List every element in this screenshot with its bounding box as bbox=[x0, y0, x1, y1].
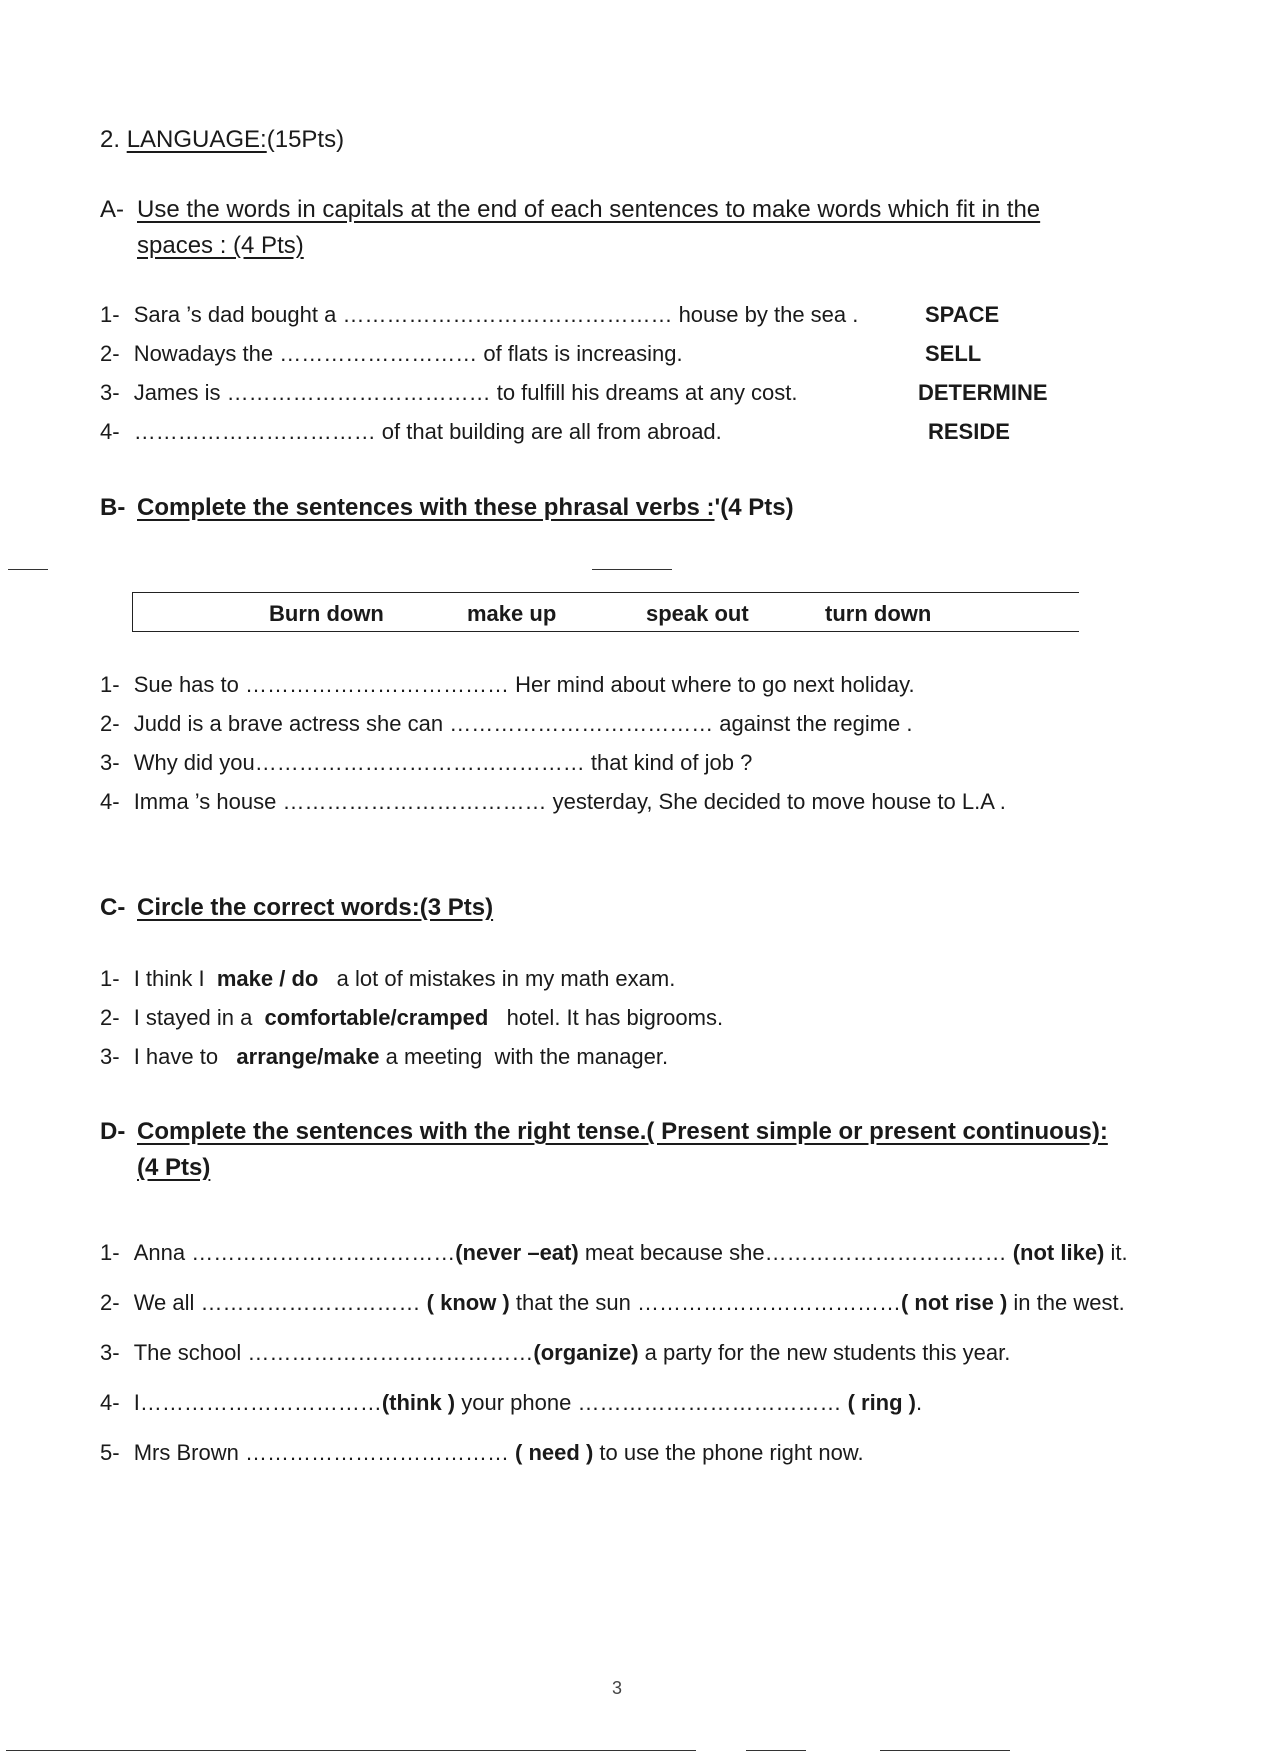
word-choice[interactable]: make / do bbox=[216, 966, 319, 991]
answer-blank[interactable]: …………………………… bbox=[139, 1390, 382, 1415]
item-text: hotel. It has bigrooms. bbox=[488, 1005, 724, 1030]
answer-blank[interactable]: ……………………………… bbox=[577, 1390, 842, 1415]
item-text: in the west. bbox=[1007, 1290, 1125, 1315]
item-text: Mrs Brown bbox=[133, 1440, 245, 1465]
part-d-item bbox=[100, 1390, 922, 1416]
part-a-instruction-line2: spaces : (4 Pts) bbox=[137, 232, 304, 259]
item-text: Anna bbox=[133, 1240, 192, 1265]
part-b-points: '(4 Pts) bbox=[714, 494, 794, 521]
item-text: Sue has to bbox=[133, 672, 245, 697]
answer-blank[interactable]: ……………………… bbox=[279, 341, 478, 366]
phrasal-verbs-box bbox=[132, 592, 1079, 632]
verb-hint: (not like) bbox=[1006, 1240, 1105, 1265]
word-choice[interactable]: comfortable/cramped bbox=[264, 1005, 489, 1030]
item-text: of that building are all from abroad. bbox=[375, 419, 722, 444]
scan-artifact-line bbox=[592, 569, 672, 570]
item-text: I have to bbox=[133, 1044, 237, 1069]
part-c-item bbox=[100, 1044, 668, 1070]
capital-word: RESIDE bbox=[928, 419, 1010, 444]
item-text: that the sun bbox=[509, 1290, 637, 1315]
verb-hint: ( need ) bbox=[508, 1440, 594, 1465]
item-text: to fulfill his dreams at any cost. bbox=[490, 380, 798, 405]
part-c-item bbox=[100, 1005, 723, 1031]
answer-blank[interactable]: ……………………………… bbox=[245, 672, 509, 697]
answer-blank[interactable]: ……………………………… bbox=[282, 789, 547, 814]
part-a-item bbox=[100, 302, 858, 328]
section-title-text: LANGUAGE: bbox=[126, 126, 267, 153]
item-text: to use the phone right now. bbox=[593, 1440, 864, 1465]
item-text: I bbox=[133, 1390, 140, 1415]
capital-word: SELL bbox=[925, 341, 982, 366]
phrasal-verb-option: speak out bbox=[646, 601, 749, 626]
item-number: 2- bbox=[100, 711, 120, 736]
part-a-item bbox=[100, 380, 798, 406]
item-text: Judd is a brave actress she can bbox=[133, 711, 450, 736]
item-number: 1- bbox=[100, 672, 120, 697]
part-c-item bbox=[100, 966, 675, 992]
part-c-instruction: Circle the correct words:(3 Pts) bbox=[137, 894, 494, 921]
item-text: Nowadays the bbox=[133, 341, 280, 366]
item-text: Sara ’s dad bought a bbox=[133, 302, 343, 327]
part-d-label: D- bbox=[100, 1118, 126, 1145]
item-number: 3- bbox=[100, 750, 120, 775]
item-number: 1- bbox=[100, 1240, 120, 1265]
part-b-instruction bbox=[137, 494, 794, 522]
part-a-item bbox=[100, 419, 722, 445]
answer-blank[interactable]: ……………………………………… bbox=[254, 750, 585, 775]
part-b-item bbox=[100, 750, 752, 776]
item-number: 5- bbox=[100, 1440, 120, 1465]
section-number: 2. bbox=[100, 126, 121, 153]
part-b-item bbox=[100, 789, 1006, 815]
item-number: 1- bbox=[100, 966, 120, 991]
item-number: 3- bbox=[100, 1340, 120, 1365]
phrasal-verb-option: make up bbox=[467, 601, 557, 626]
scan-artifact-line bbox=[6, 1750, 696, 1751]
item-number: 1- bbox=[100, 302, 120, 327]
item-number: 2- bbox=[100, 1005, 120, 1030]
page-number: 3 bbox=[612, 1678, 623, 1698]
item-text: it. bbox=[1104, 1240, 1128, 1265]
part-d-item bbox=[100, 1340, 1010, 1366]
answer-blank[interactable]: ……………………………… bbox=[191, 1240, 456, 1265]
scan-artifact-line bbox=[746, 1750, 806, 1751]
item-text: that kind of job ? bbox=[584, 750, 753, 775]
item-text: against the regime . bbox=[713, 711, 913, 736]
section-points: (15Pts) bbox=[266, 126, 345, 153]
part-d-item bbox=[100, 1290, 1125, 1316]
scan-artifact-line bbox=[880, 1750, 1010, 1751]
word-choice[interactable]: arrange/make bbox=[236, 1044, 380, 1069]
item-number: 4- bbox=[100, 789, 120, 814]
part-b-item bbox=[100, 672, 915, 698]
answer-blank[interactable]: ……………………………………… bbox=[342, 302, 673, 327]
part-d-item bbox=[100, 1440, 864, 1466]
item-number: 4- bbox=[100, 1390, 120, 1415]
part-d-instruction-line1: Complete the sentences with the right tense.( Present simple or present continuous): bbox=[137, 1118, 1108, 1145]
item-text: Her mind about where to go next holiday. bbox=[509, 672, 915, 697]
verb-hint: ( ring ) bbox=[841, 1390, 916, 1415]
item-text: a party for the new students this year. bbox=[638, 1340, 1011, 1365]
item-text: The school bbox=[133, 1340, 248, 1365]
item-text: Imma ’s house bbox=[133, 789, 283, 814]
answer-blank[interactable]: ……………………………… bbox=[226, 380, 491, 405]
item-text: James is bbox=[133, 380, 227, 405]
answer-blank[interactable]: ……………………………… bbox=[636, 1290, 901, 1315]
item-text: your phone bbox=[455, 1390, 578, 1415]
item-text: I think I bbox=[133, 966, 217, 991]
item-text: Why did you bbox=[133, 750, 255, 775]
part-a-label: A- bbox=[100, 196, 124, 223]
item-text: meat because she bbox=[578, 1240, 765, 1265]
item-text: of flats is increasing. bbox=[477, 341, 683, 366]
part-b-label: B- bbox=[100, 494, 126, 521]
answer-blank[interactable]: ………………………… bbox=[200, 1290, 421, 1315]
item-text: a lot of mistakes in my math exam. bbox=[318, 966, 676, 991]
verb-hint: ( know ) bbox=[420, 1290, 510, 1315]
verb-hint: ( not rise ) bbox=[900, 1290, 1008, 1315]
answer-blank[interactable]: ……………………………… bbox=[244, 1440, 509, 1465]
part-c-label: C- bbox=[100, 894, 126, 921]
item-text: . bbox=[916, 1390, 923, 1415]
item-number: 2- bbox=[100, 1290, 120, 1315]
verb-hint: (think ) bbox=[381, 1390, 456, 1415]
item-text: We all bbox=[133, 1290, 201, 1315]
part-a-item bbox=[100, 341, 683, 367]
capital-word: DETERMINE bbox=[918, 380, 1048, 405]
answer-blank[interactable]: ………………………………… bbox=[247, 1340, 534, 1365]
answer-blank[interactable]: ……………………………… bbox=[449, 711, 714, 736]
answer-blank[interactable]: …………………………… bbox=[764, 1240, 1007, 1265]
section-title bbox=[100, 126, 344, 154]
item-text: house by the sea . bbox=[672, 302, 859, 327]
verb-hint: (organize) bbox=[533, 1340, 639, 1365]
item-text: I stayed in a bbox=[133, 1005, 265, 1030]
part-a-instruction-line1: Use the words in capitals at the end of each sentences to make words which fit in the bbox=[137, 196, 1041, 223]
verb-hint: (never –eat) bbox=[455, 1240, 579, 1265]
scan-artifact-line bbox=[8, 569, 48, 570]
item-number: 3- bbox=[100, 380, 120, 405]
part-b-instruction-text: Complete the sentences with these phrasal verbs : bbox=[137, 494, 715, 521]
part-d-item bbox=[100, 1240, 1128, 1266]
part-d-instruction-line2: (4 Pts) bbox=[137, 1154, 211, 1181]
part-b-item bbox=[100, 711, 913, 737]
answer-blank[interactable]: …………………………… bbox=[133, 419, 376, 444]
item-text: yesterday, She decided to move house to L.A . bbox=[546, 789, 1006, 814]
capital-word: SPACE bbox=[925, 302, 1000, 327]
item-number: 3- bbox=[100, 1044, 120, 1069]
item-number: 2- bbox=[100, 341, 120, 366]
item-number: 4- bbox=[100, 419, 120, 444]
phrasal-verb-option: turn down bbox=[825, 601, 932, 626]
item-text: a meeting with the manager. bbox=[379, 1044, 669, 1069]
phrasal-verb-option: Burn down bbox=[269, 601, 384, 626]
